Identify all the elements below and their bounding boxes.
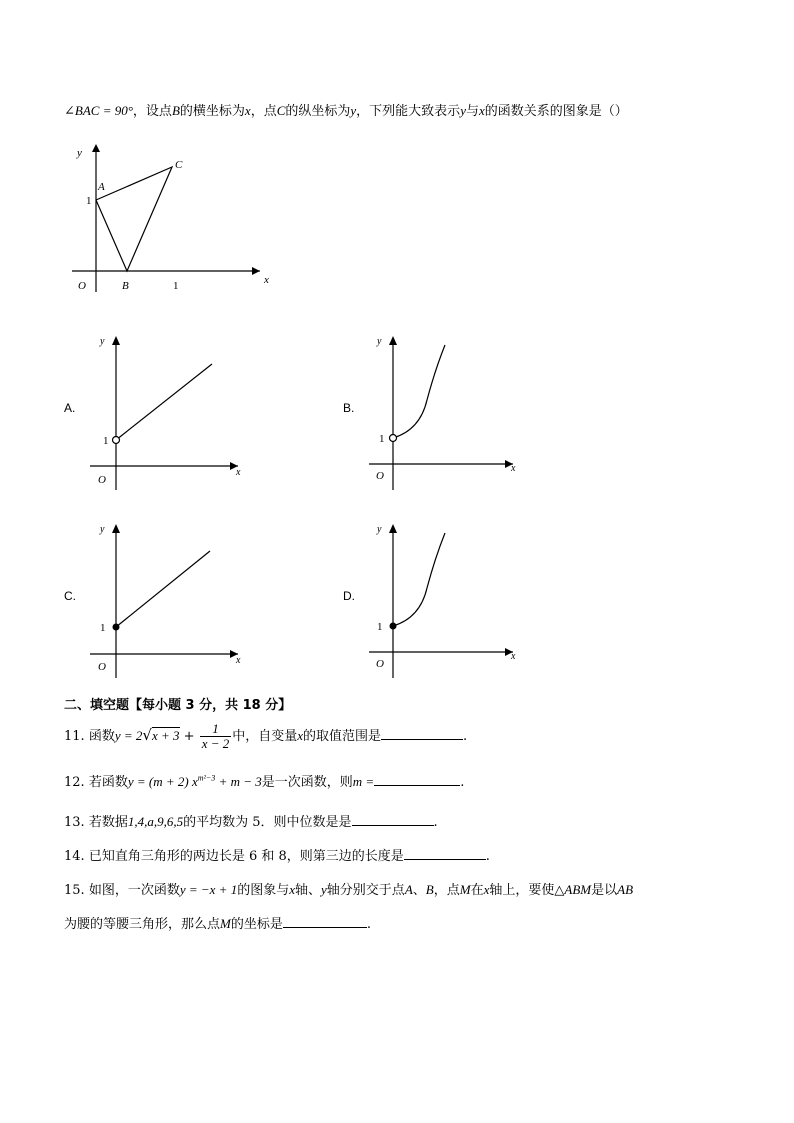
svg-text:x: x bbox=[236, 467, 241, 478]
open-endpoint bbox=[390, 435, 397, 442]
section-2-heading: 二、填空题【每小题 3 分，共 18 分】 bbox=[64, 698, 292, 713]
question-11: 11. 函数y = 2√x + 3 + $\frac{1}{x - 2}$ 中，自变量x的取值范围是 . bbox=[64, 721, 468, 751]
open-endpoint bbox=[113, 437, 120, 444]
svg-text:O: O bbox=[376, 658, 384, 670]
angle-bac: ∠BAC = 90° bbox=[64, 103, 133, 118]
question-15-line-1: 15. 如图，一次函数y = −x + 1的图象与x轴、y轴分别交于点A、B，点M在x轴上，要使△ABM是以AB bbox=[64, 882, 634, 898]
svg-text:x: x bbox=[236, 655, 241, 666]
fig-origin-label: O bbox=[78, 280, 86, 292]
option-a-label[interactable]: A. bbox=[64, 401, 76, 415]
svg-text:1: 1 bbox=[103, 435, 109, 447]
fig-point-b: B bbox=[122, 280, 129, 292]
option-c-label[interactable]: C. bbox=[64, 589, 76, 603]
option-b-label[interactable]: B. bbox=[343, 401, 355, 415]
svg-text:1: 1 bbox=[100, 622, 106, 634]
question-13: 13. 若数据1,4,a,9,6,5的平均数为 5．则中位数是是 . bbox=[64, 814, 438, 830]
answer-blank-11[interactable] bbox=[381, 727, 463, 740]
fig-x-label: x bbox=[264, 274, 269, 286]
answer-blank-14[interactable] bbox=[404, 847, 486, 860]
fraction: $\frac{1}{x - 2}$ bbox=[201, 721, 230, 751]
question-12: 12. 若函数y = (m + 2) $x^{m^2-3} + m - 3$是一次函数，则m = . bbox=[64, 773, 465, 790]
fig-y-label: y bbox=[77, 147, 82, 159]
closed-endpoint bbox=[390, 623, 397, 630]
svg-text:O: O bbox=[98, 474, 106, 486]
svg-text:y: y bbox=[377, 336, 382, 347]
svg-text:x: x bbox=[511, 463, 516, 474]
closed-endpoint bbox=[113, 624, 120, 631]
option-d-graph[interactable] bbox=[365, 518, 525, 683]
answer-blank-15[interactable] bbox=[283, 915, 367, 928]
svg-text:1: 1 bbox=[379, 433, 385, 445]
fig-point-a: A bbox=[98, 181, 105, 193]
option-a-graph[interactable] bbox=[90, 330, 250, 495]
option-c-graph[interactable] bbox=[90, 518, 250, 683]
svg-text:y: y bbox=[100, 336, 105, 347]
answer-blank-12[interactable] bbox=[374, 773, 460, 786]
triangle-figure bbox=[60, 140, 290, 300]
option-b-graph[interactable] bbox=[365, 330, 525, 495]
answer-blank-13[interactable] bbox=[352, 813, 434, 826]
question-15-line-2: 为腰的等腰三角形，那么点M的坐标是 . bbox=[64, 916, 372, 932]
svg-text:y: y bbox=[377, 524, 382, 535]
fig-point-c: C bbox=[175, 159, 183, 171]
svg-text:1: 1 bbox=[377, 621, 383, 633]
svg-text:O: O bbox=[376, 470, 384, 482]
svg-text:x: x bbox=[511, 651, 516, 662]
svg-text:O: O bbox=[98, 661, 106, 673]
question-10-text: ∠BAC = 90°，设点B的横坐标为x，点C的纵坐标为y，下列能大致表示y与x的函数关系的图象是（） bbox=[64, 103, 628, 119]
fig-one-x: 1 bbox=[173, 280, 179, 292]
option-d-label[interactable]: D. bbox=[343, 589, 355, 603]
fig-one-y: 1 bbox=[86, 195, 92, 207]
question-14: 14. 已知直角三角形的两边长是 6 和 8，则第三边的长度是 . bbox=[64, 849, 490, 864]
svg-text:y: y bbox=[100, 524, 105, 535]
